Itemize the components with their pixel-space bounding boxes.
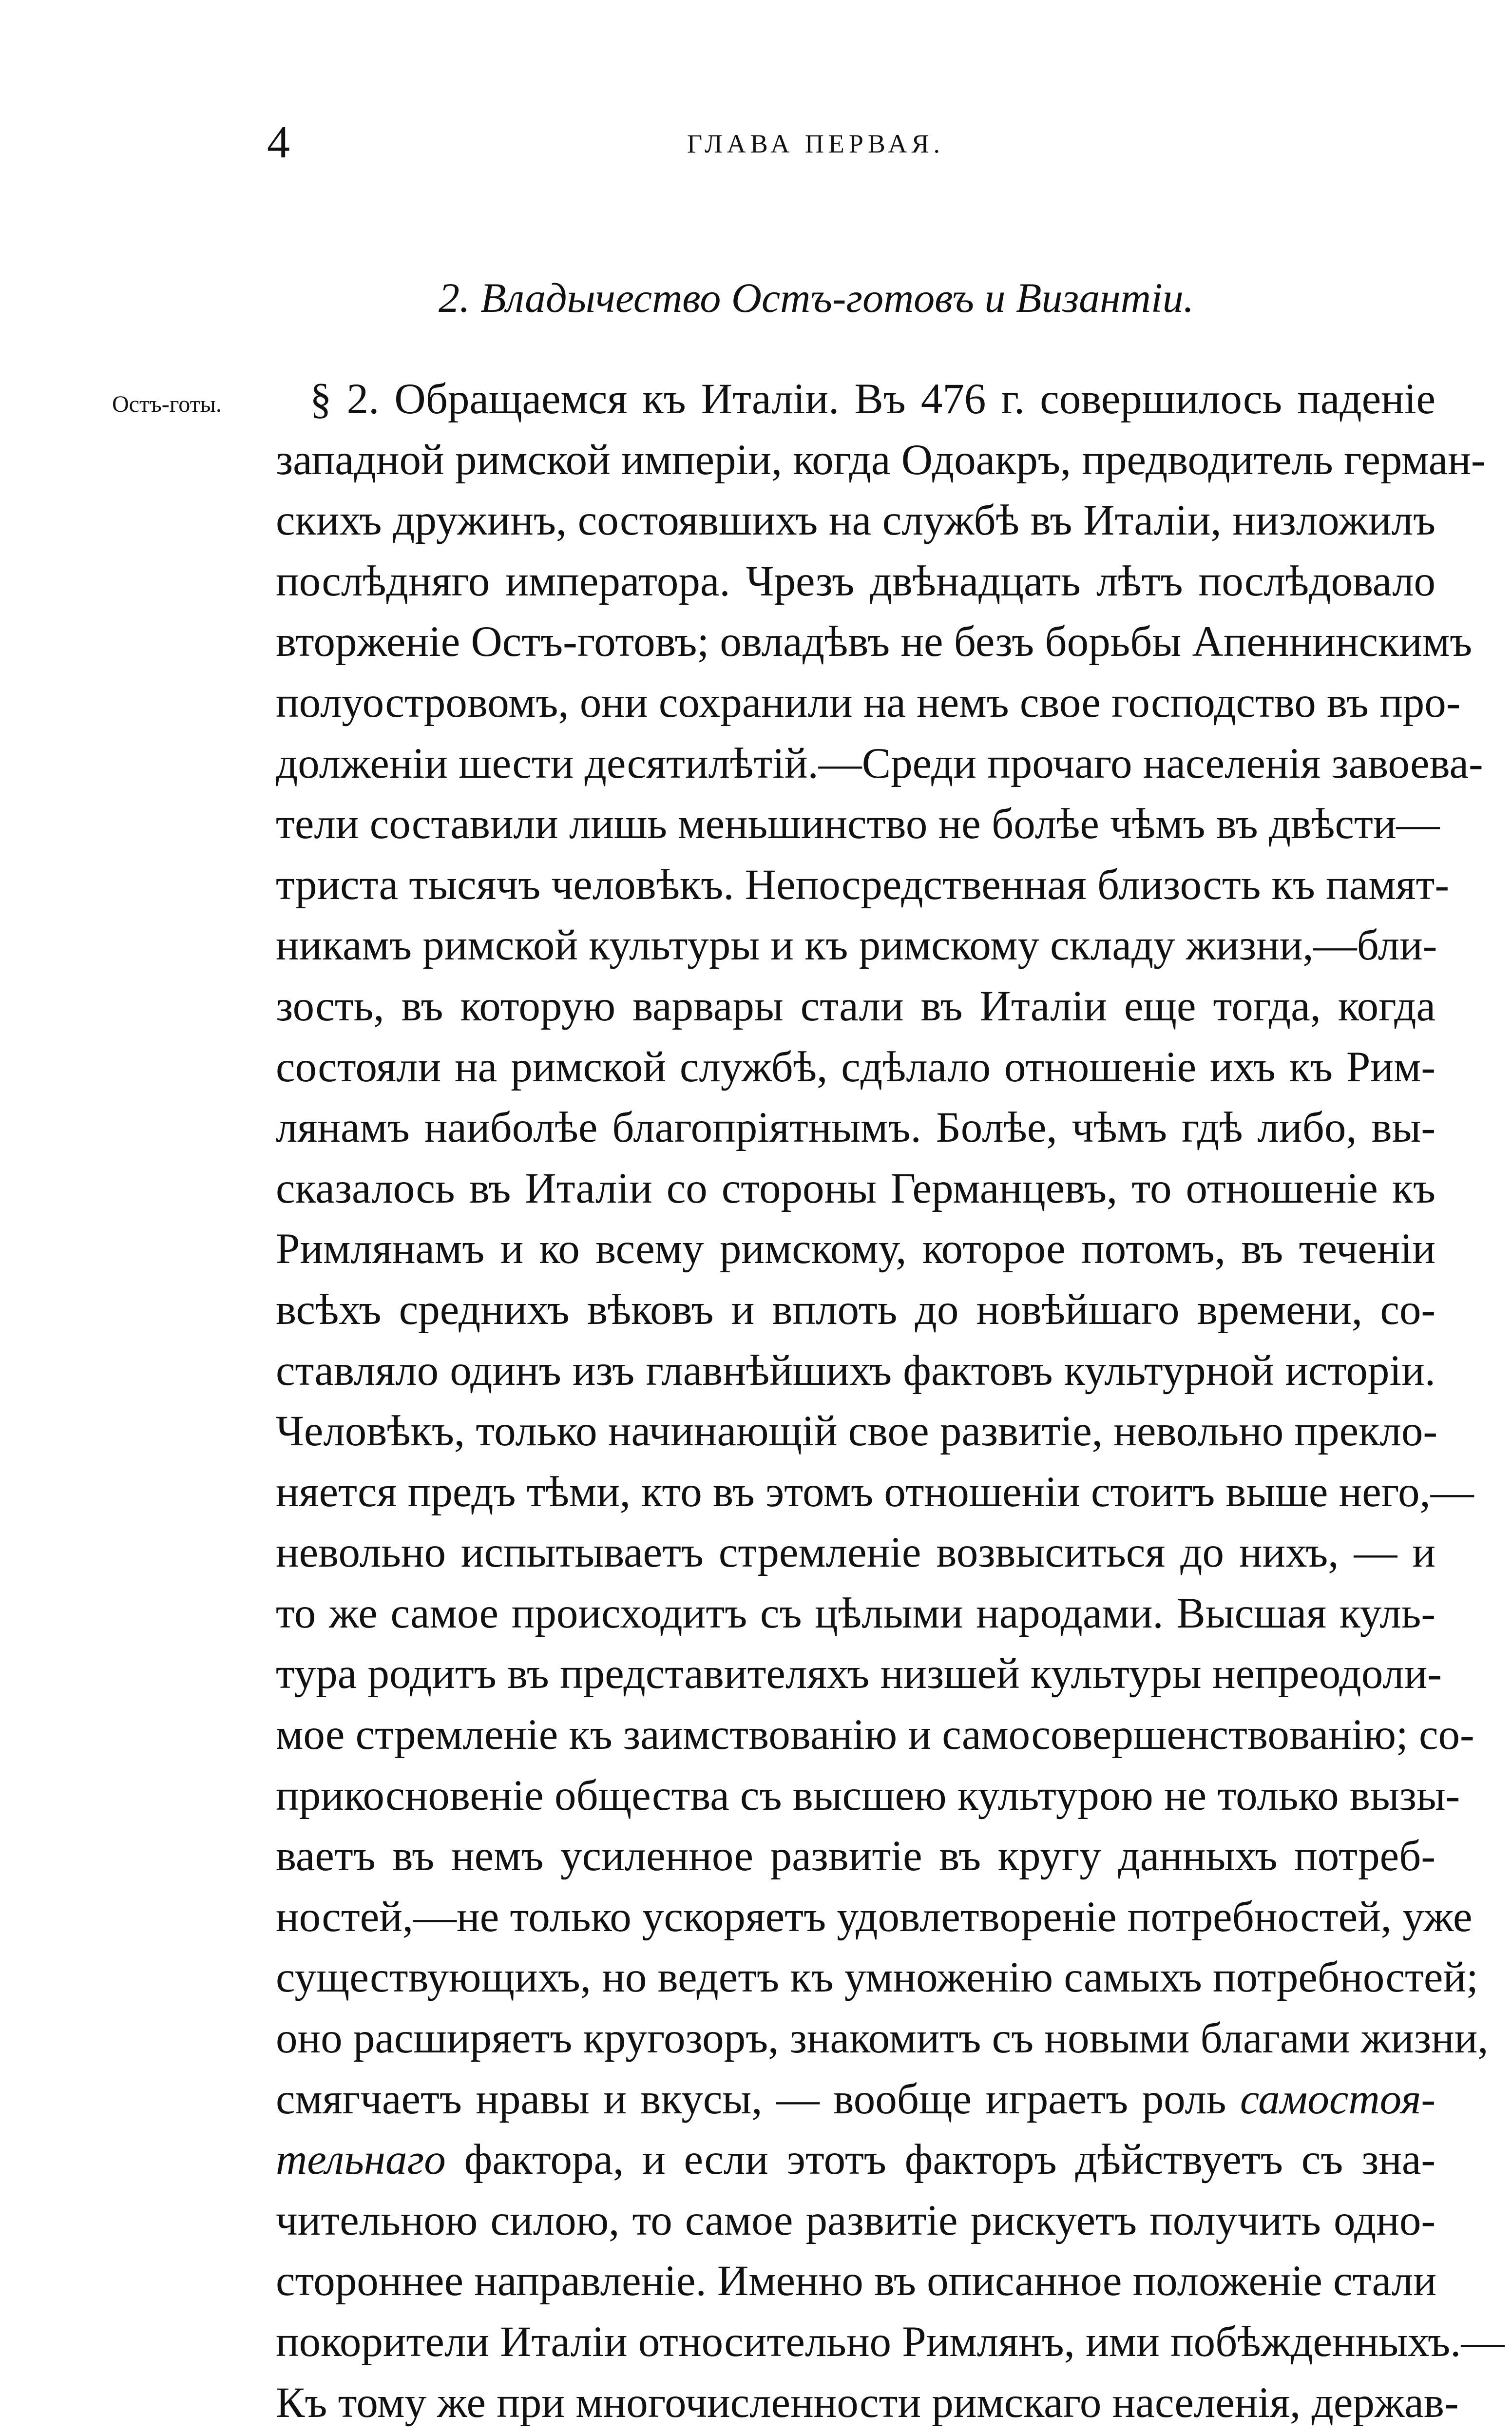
text-span: фактора, и если этотъ факторъ дѣйствуетъ съ зна-: [445, 2136, 1435, 2184]
text-line: никамъ римской культуры и къ римскому складу жизни,—бли-: [276, 921, 1437, 970]
text-line: состояли на римской службѣ, сдѣлало отношеніе ихъ къ Рим-: [276, 1043, 1435, 1091]
text-line-with-italic: [276, 2129, 1435, 2190]
text-line: ностей,—не только ускоряетъ удовлетвореніе потребностей, уже: [276, 1893, 1473, 1941]
text-line: то же самое происходитъ съ цѣлыми народами. Высшая куль-: [276, 1589, 1435, 1637]
text-span: смягчаетъ нравы и вкусы, — вообще играетъ роль: [276, 2075, 1240, 2123]
text-line: полуостровомъ, они сохранили на немъ свое господство въ про-: [276, 678, 1461, 727]
text-line: ваетъ въ немъ усиленное развитіе въ кругу данныхъ потреб-: [276, 1832, 1435, 1880]
text-line: долженіи шести десятилѣтій.—Среди прочаго населенія завоева-: [276, 739, 1483, 787]
text-line: оно расширяетъ кругозоръ, знакомитъ съ новыми благами жизни,: [276, 2014, 1489, 2063]
text-line: лянамъ наиболѣе благопріятнымъ. Болѣе, чѣмъ гдѣ либо, вы-: [276, 1104, 1435, 1152]
italic-term: самостоя-: [1240, 2075, 1435, 2123]
text-line: Человѣкъ, только начинающій свое развитіе, невольно прекло-: [276, 1407, 1437, 1456]
text-line: послѣдняго императора. Чрезъ двѣнадцать лѣтъ послѣдовало: [276, 557, 1435, 605]
text-line: стороннее направленіе. Именно въ описанное положеніе стали: [276, 2257, 1436, 2305]
text-line: всѣхъ среднихъ вѣковъ и вплоть до новѣйшаго времени, со-: [276, 1285, 1435, 1334]
text-line: ставляло одинъ изъ главнѣйшихъ фактовъ культурной исторіи.: [276, 1346, 1435, 1395]
running-head: ГЛАВА ПЕРВАЯ.: [687, 129, 945, 158]
text-line: тели составили лишь меньшинство не болѣе чѣмъ въ двѣсти—: [276, 800, 1440, 848]
text-line: § 2. Обращаемся къ Италіи. Въ 476 г. совершилось паденіе: [310, 375, 1435, 423]
text-line: скихъ дружинъ, состоявшихъ на службѣ въ Италіи, низложилъ: [276, 497, 1435, 545]
margin-note: Остъ-готы.: [112, 391, 222, 417]
text-line: западной римской имперіи, когда Одоакръ, предводитель герман-: [276, 436, 1486, 484]
text-line: няется предъ тѣми, кто въ этомъ отношеніи стоитъ выше него,—: [276, 1468, 1474, 1516]
text-line: вторженіе Остъ-готовъ; овладѣвъ не безъ борьбы Апеннинскимъ: [276, 618, 1473, 666]
text-line: сказалось въ Италіи со стороны Германцевъ, то отношеніе къ: [276, 1164, 1435, 1212]
text-line: триста тысячъ человѣкъ. Непосредственная близость къ памят-: [276, 861, 1449, 909]
text-line: Къ тому же при многочисленности римскаго населенія, держав-: [276, 2378, 1459, 2427]
text-line: прикосновеніе общества съ высшею культурою не только вызы-: [276, 1771, 1460, 1820]
italic-term: тельнаго: [276, 2136, 446, 2184]
text-line-with-italic: [276, 2069, 1435, 2130]
section-heading: 2. Владычество Остъ-готовъ и Византіи.: [439, 274, 1194, 321]
text-line: невольно испытываетъ стремленіе возвыситься до нихъ, — и: [276, 1529, 1435, 1577]
page-number: 4: [267, 117, 290, 168]
text-line: покорители Италіи относительно Римлянъ, ими побѣжденныхъ.—: [276, 2318, 1505, 2366]
text-line: Римлянамъ и ко всему римскому, которое потомъ, въ теченіи: [276, 1225, 1435, 1273]
body-text: [276, 369, 1505, 2433]
text-line: мое стремленіе къ заимствованію и самосовершенствованію; со-: [276, 1711, 1474, 1759]
text-line: чительною силою, то самое развитіе рискуетъ получить одно-: [276, 2196, 1435, 2244]
text-line: существующихъ, но ведетъ къ умноженію самыхъ потребностей;: [276, 1954, 1478, 2002]
text-line: тура родитъ въ представителяхъ низшей культуры непреодоли-: [276, 1650, 1442, 1698]
text-line: зость, въ которую варвары стали въ Италіи еще тогда, когда: [276, 982, 1435, 1030]
